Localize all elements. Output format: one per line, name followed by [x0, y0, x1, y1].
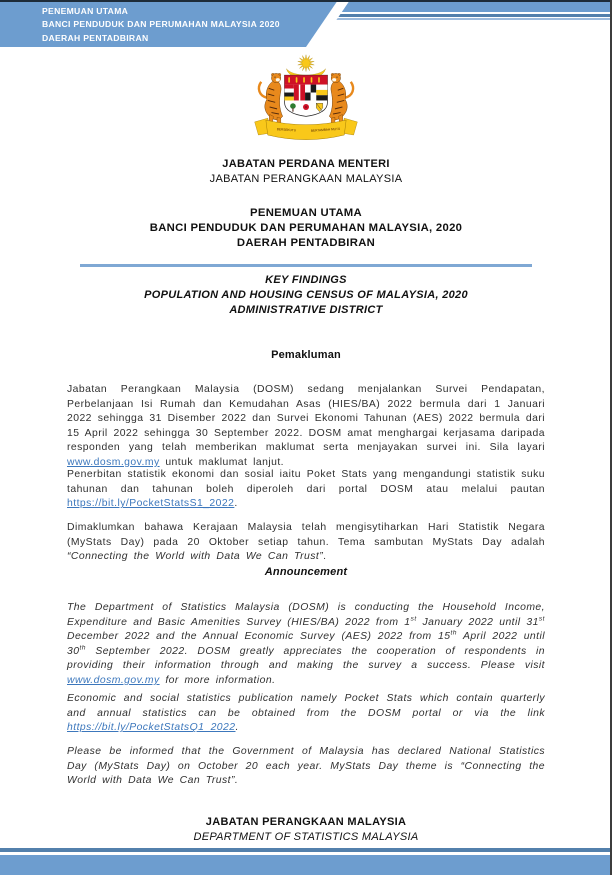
paragraph-english-2	[67, 692, 545, 736]
text-run: untuk maklumat lanjut.	[159, 456, 284, 468]
ordinal-superscript: th	[450, 629, 458, 637]
paragraph-malay-1	[67, 383, 545, 470]
text-run: .	[235, 722, 239, 734]
title-malay-line-3: DAERAH PENTADBIRAN	[236, 237, 376, 249]
hyperlink[interactable]: https://bit.ly/PocketStatsQ1_2022	[67, 722, 236, 734]
paragraph-malay-3	[67, 521, 545, 565]
paragraph-malay-2	[67, 468, 545, 512]
text-run: Please be informed that the Government of Malaysia has declared National Statistics Day (MyStats Day) on October 20 each year. MyStats Day theme is “Connecting the World with Data We Can Trust”.	[67, 746, 545, 787]
section-heading-announcement: Announcement	[264, 566, 348, 578]
bottom-stripe-steel	[0, 848, 612, 852]
title-english	[67, 273, 545, 318]
banner-line-2: BANCI PENDUDUK DAN PERUMAHAN MALAYSIA 2020	[42, 19, 280, 30]
bottom-stripe-blue	[0, 855, 612, 875]
text-run: September 2022. DOSM greatly appreciates the cooperation of respondents in providing their information through and making the survey a success. Please visit	[67, 645, 545, 672]
hyperlink[interactable]: www.dosm.gov.my	[67, 674, 160, 686]
title-malay-line-2: BANCI PENDUDUK DAN PERUMAHAN MALAYSIA, 2020	[149, 222, 463, 234]
hyperlink[interactable]: www.dosm.gov.my	[67, 456, 160, 468]
title-english-line-3: ADMINISTRATIVE DISTRICT	[229, 304, 383, 316]
text-run: Penerbitan statistik ekonomi dan sosial iaitu Poket Stats yang mengandungi statistik suku tahunan dan tahunan boleh diperoleh dari portal DOSM atau melalui pautan	[67, 469, 545, 495]
text-run: Dimaklumkan bahawa Kerajaan Malaysia telah mengisytiharkan Hari Statistik Negara (MyStats Day) pada 20 Oktober setiap tahun. Tema sambutan MyStats Day adalah	[67, 522, 545, 548]
footer-signature	[67, 815, 545, 845]
title-english-line-2: POPULATION AND HOUSING CENSUS OF MALAYSIA, 2020	[144, 289, 468, 301]
text-run: April 2022 until 30	[67, 631, 546, 657]
banner-line-1: PENEMUAN UTAMA	[42, 6, 129, 16]
top-border-line	[0, 0, 612, 2]
motto-text-right: BERTAMBAH MUTU	[310, 126, 341, 133]
text-run: .	[323, 551, 327, 563]
section-heading-pemakluman: Pemakluman	[271, 349, 341, 361]
text-run: Economic and social statistics publication namely Pocket Stats which contain quarterly and annual statistics can be obtained from the DOSM portal or via the link	[67, 693, 545, 719]
footer-line-2: DEPARTMENT OF STATISTICS MALAYSIA	[193, 831, 419, 843]
text-run: The Department of Statistics Malaysia (DOSM) is conducting the Household Income, Expenditure and Basic Amenities Survey (HIES/BA) 2022 from 1	[67, 602, 545, 628]
paragraph-english-3	[67, 745, 545, 789]
footer-line-1: JABATAN PERANGKAAN MALAYSIA	[205, 816, 407, 828]
motto-text-left: BERSEKUTU	[276, 127, 297, 133]
ordinal-superscript: st	[538, 615, 545, 623]
title-malay	[67, 206, 545, 251]
department-line-2: JABATAN PERANGKAAN MALAYSIA	[209, 173, 403, 185]
ordinal-superscript: th	[79, 644, 86, 652]
document-body	[67, 0, 545, 875]
text-run: for more information.	[159, 674, 276, 686]
title-malay-line-1: PENEMUAN UTAMA	[250, 207, 362, 219]
title-english-line-1: KEY FINDINGS	[265, 274, 347, 286]
masthead	[67, 157, 545, 187]
text-run: Jabatan Perangkaan Malaysia (DOSM) sedang menjalankan Survei Pendapatan, Perbelanjaan Isi Rumah dan Kemudahan Asas (HIES/BA) 2022 bermula dari 1 Januari 2022 sehingga 31 Disember 2022 dan Survei Ekonomi Tahunan (AES) 2022 bermula dari 15 April 2022 sehingga 30 September 2022. DOSM amat menghargai kerjasama daripada responden yang telah memberikan maklumat serta menjayakan survei ini. Sila layari	[67, 384, 545, 454]
horizontal-rule	[80, 264, 532, 267]
department-line-1: JABATAN PERDANA MENTERI	[222, 158, 390, 170]
ordinal-superscript: st	[410, 615, 417, 623]
text-run: January 2022 until 31	[416, 616, 539, 628]
text-run: December 2022 and the Annual Economic Survey (AES) 2022 from 15	[67, 631, 451, 643]
banner-line-3: DAERAH PENTADBIRAN	[42, 32, 149, 43]
banner-text	[42, 5, 280, 45]
hyperlink[interactable]: https://bit.ly/PocketStatsS1_2022	[67, 498, 235, 510]
italic-quote: “Connecting the World with Data We Can Trust”	[67, 551, 324, 563]
paragraph-english-1	[67, 601, 545, 688]
text-run: .	[234, 498, 238, 510]
